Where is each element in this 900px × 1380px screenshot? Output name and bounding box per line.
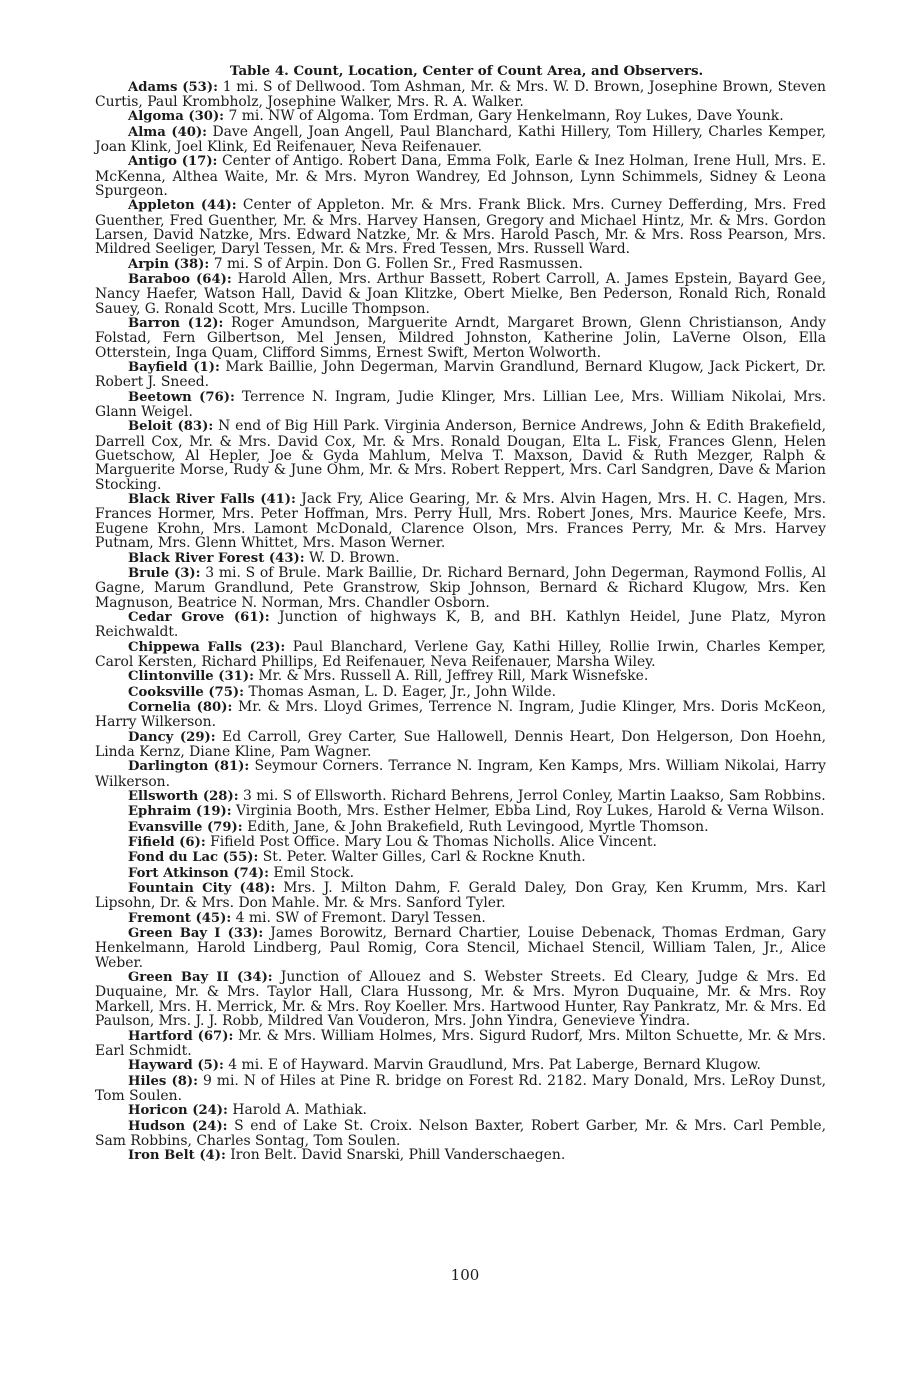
count-name: Beloit (83): [128, 419, 214, 435]
count-name: Appleton (44): [128, 198, 237, 214]
count-details: Harold Allen, Mrs. Arthur Bassett, Robert Carroll, A. James Epstein, Bayard Gee, Nancy Haefer, Watson Hall, David & Joan Klitzke, Obert Mielke, Ben Pederson, Ronald Rich, Ronald Sauey, G. Ronald Scott, Mrs. Lucille Thompson. [95, 270, 826, 317]
count-entry [95, 685, 826, 700]
count-name: Arpin (38): [128, 256, 210, 272]
count-name: Ephraim (19): [128, 804, 232, 820]
table-title: Table 4. Count, Location, Center of Count Area, and Observers. [229, 63, 704, 79]
count-details: Mr. & Mrs. Lloyd Grimes, Terrence N. Ingram, Judie Klinger, Mrs. Doris McKeon, Harry Wilkerson. [95, 698, 826, 731]
count-details: N end of Big Hill Park. Virginia Anderson, Bernice Andrews, John & Edith Brakefield, Darrell Cox, Mr. & Mrs. David Cox, Mr. & Mrs. Ronald Dougan, Elta L. Fisk, Frances Glenn, Helen Guetschow, Al Hepler, Joe & Gyda Mahlum, Melva T. Maxson, David & Ruth Mezger, Ralph & Marguerite Morse, Rudy & June Ohm, Mr. & Mrs. Robert Reppert, Mrs. Carl Sandgren, Dave & Marion Stocking. [95, 418, 826, 493]
count-details: 1 mi. S of Dellwood. Tom Ashman, Mr. & Mrs. W. D. Brown, Josephine Brown, Steven Curtis, Paul Krombholz, Josephine Walker, Mrs. R. A. Walker. [95, 78, 827, 110]
count-entry [95, 566, 826, 610]
count-name: Black River Forest (43): [128, 550, 305, 566]
count-name: Bayfield (1): [128, 360, 220, 376]
count-details: Virginia Booth, Mrs. Esther Helmer, Ebba Lind, Roy Lukes, Harold & Verna Wilson. [231, 803, 825, 820]
count-entry [95, 154, 826, 198]
count-details: Emil Stock. [269, 864, 355, 881]
count-details: Thomas Asman, L. D. Eager, Jr., John Wilde. [244, 683, 557, 700]
count-details: 7 mi. S of Arpin. Don G. Follen Sr., Fred Rasmussen. [209, 255, 583, 272]
count-entry [95, 640, 826, 670]
count-name: Fort Atkinson (74): [128, 865, 269, 881]
count-details: Paul Blanchard, Verlene Gay, Kathi Hilley, Rollie Irwin, Charles Kemper, Carol Kersten, Richard Phillips, Ed Reifenauer, Neva Reifenauer, Marsha Wiley. [95, 638, 826, 670]
count-name: Evansville (79): [128, 819, 243, 835]
count-details: S end of Lake St. Croix. Nelson Baxter, Robert Garber, Mr. & Mrs. Carl Pemble, Sam Robbins, Charles Sontag, Tom Soulen. [95, 1117, 826, 1149]
count-details: 3 mi. S of Brule. Mark Baillie, Dr. Richard Bernard, John Degerman, Raymond Follis, Al Gagne, Marum Grandlund, Pete Granstrow, Skip Johnson, Bernard & Richard Klugow, Mrs. Ken Magnuson, Beatrice N. Norman, Mrs. Chandler Osborn. [95, 564, 826, 611]
count-entry [95, 316, 826, 360]
count-entry [95, 820, 826, 835]
count-name: Hayward (5): [128, 1058, 224, 1074]
count-name: Horicon (24): [128, 1103, 228, 1119]
count-details: Center of Antigo. Robert Dana, Emma Folk, Earle & Inez Holman, Irene Hull, Mrs. E. McKenna, Althea Waite, Mr. & Mrs. Myron Wandrey, Ed Johnson, Lynn Schimmels, Sidney & Leona Spurgeon. [95, 153, 827, 199]
count-name: Beetown (76): [128, 389, 235, 405]
count-entry [95, 866, 826, 881]
count-details: Mr. & Mrs. William Holmes, Mrs. Sigurd Rudorf, Mrs. Milton Schuette, Mr. & Mrs. Earl Schmidt. [95, 1027, 826, 1059]
count-name: Darlington (81): [128, 759, 250, 775]
count-details: Mark Baillie, John Degerman, Marvin Grandlund, Bernard Klugow, Jack Pickert, Dr. Robert J. Sneed. [95, 359, 826, 391]
count-entries-list [95, 80, 826, 1164]
count-entry [95, 700, 826, 730]
page-number: 100 [450, 1266, 480, 1284]
count-name: Fifield (6): [128, 835, 206, 851]
count-name: Brule (3): [128, 565, 201, 581]
count-entry [95, 1148, 826, 1163]
count-entry [95, 390, 826, 420]
count-entry [95, 835, 826, 850]
count-entry [95, 1029, 826, 1059]
count-name: Fountain City (48): [128, 881, 276, 897]
count-entry [95, 970, 826, 1028]
count-details: Fifield Post Office. Mary Lou & Thomas Nicholls. Alice Vincent. [205, 834, 657, 851]
count-details: Edith, Jane, & John Brakefield, Ruth Levingood, Myrtle Thomson. [242, 818, 709, 835]
count-details: Seymour Corners. Terrance N. Ingram, Ken Kamps, Mrs. William Nikolai, Harry Wilkerson. [95, 758, 826, 790]
count-details: 9 mi. N of Hiles at Pine R. bridge on Forest Rd. 2182. Mary Donald, Mrs. LeRoy Dunst, Tom Soulen. [95, 1072, 826, 1104]
count-entry [95, 1074, 826, 1104]
count-details: Dave Angell, Joan Angell, Paul Blanchard, Kathi Hillery, Tom Hillery, Charles Kemper, Joan Klink, Joel Klink, Ed Reifenauer, Neva Reifenauer. [95, 123, 827, 155]
count-details: Iron Belt. David Snarski, Phill Vanderschaegen. [225, 1147, 566, 1164]
count-name: Adams (53): [128, 79, 218, 95]
count-entry [95, 551, 826, 566]
count-entry [95, 1103, 826, 1118]
count-entry [95, 610, 826, 640]
count-details: Jack Fry, Alice Gearing, Mr. & Mrs. Alvin Hagen, Mrs. H. C. Hagen, Mrs. Frances Hormer, Mrs. Peter Hoffman, Mrs. Perry Hull, Mrs. Robert Jones, Mrs. Maurice Keefe, Mrs. Eugene Krohn, Mrs. Lamont McDonald, Clarence Olson, Mrs. Frances Perry, Mr. & Mrs. Harvey Putnam, Mrs. Glenn Whittet, Mrs. Mason Werner. [95, 491, 826, 552]
count-name: Cedar Grove (61): [128, 609, 270, 625]
count-entry [95, 80, 826, 110]
count-entry [95, 911, 826, 926]
count-name: Baraboo (64): [128, 271, 232, 287]
count-name: Antigo (17): [128, 154, 218, 170]
count-entry [95, 804, 826, 819]
count-details: 4 mi. SW of Fremont. Daryl Tessen. [231, 909, 486, 926]
count-name: Cornelia (80): [128, 699, 233, 715]
count-entry [95, 492, 826, 550]
count-entry [95, 360, 826, 390]
count-entry [95, 272, 826, 316]
count-details: St. Peter. Walter Gilles, Carl & Rockne Knuth. [258, 849, 586, 866]
count-details: 7 mi. NW of Algoma. Tom Erdman, Gary Henkelmann, Roy Lukes, Dave Younk. [224, 108, 784, 125]
count-name: Barron (12): [128, 316, 224, 331]
count-entry [95, 1058, 826, 1073]
count-entry [95, 419, 826, 492]
count-name: Green Bay II (34): [128, 970, 273, 986]
count-details: 4 mi. E of Hayward. Marvin Graudlund, Mrs. Pat Laberge, Bernard Klugow. [223, 1057, 761, 1074]
count-entry [95, 730, 826, 760]
count-details: 3 mi. S of Ellsworth. Richard Behrens, Jerrol Conley, Martin Laakso, Sam Robbins. [238, 788, 826, 804]
count-entry [95, 257, 826, 272]
count-entry [95, 881, 826, 911]
count-name: Alma (40): [128, 124, 208, 140]
count-name: Fremont (45): [128, 910, 232, 926]
count-entry [95, 850, 826, 865]
count-details: Roger Amundson, Marguerite Arndt, Margaret Brown, Glenn Christianson, Andy Folstad, Fern Gilbertson, Mel Jensen, Mildred Johnston, Katherine Jolin, LaVerne Olson, Ella Otterstein, Inga Quam, Clifford Simms, Ernest Swift, Merton Wolworth. [95, 315, 827, 361]
count-name: Chippewa Falls (23): [128, 639, 286, 655]
count-details: Junction of Allouez and S. Webster Streets. Ed Cleary, Judge & Mrs. Ed Duquaine, Mr. & Mrs. Taylor Hall, Clara Hussong, Mr. & Mrs. Myron Duquaine, Mr. & Mrs. Roy Markell, Mrs. H. Merrick, Mr. & Mrs. Roy Koeller. Mrs. Hartwood Hunter, Ray Pankratz, Mr. & Mrs. Ed Paulson, Mrs. J. J. Robb, Mildred Van Vouderon, Mrs. John Yindra, Genevieve Yindra. [95, 969, 826, 1030]
count-details: Mr. & Mrs. Russell A. Rill, Jeffrey Rill, Mark Wisnefske. [253, 668, 649, 685]
count-name: Ellsworth (28): [128, 789, 239, 804]
count-entry [95, 125, 826, 155]
count-name: Dancy (29): [128, 729, 216, 745]
count-entry [95, 1119, 826, 1149]
count-name: Black River Falls (41): [128, 492, 296, 508]
count-details: Center of Appleton. Mr. & Mrs. Frank Blick. Mrs. Curney Defferding, Mrs. Fred Guenther, Fred Guenther, Mr. & Mrs. Harvey Hansen, Gregory and Michael Hintz, Mr. & Mrs. Gordon Larsen, David Natzke, Mrs. Edward Natzke, Mr. & Mrs. Harold Pasch, Mr. & Mrs. Ross Pearson, Mrs. Mildred Seeliger, Daryl Tessen, Mr. & Mrs. Fred Tessen, Mrs. Russell Ward. [95, 197, 826, 258]
count-name: Algoma (30): [128, 109, 225, 125]
count-entry [95, 669, 826, 684]
count-details: W. D. Brown. [304, 549, 400, 566]
count-name: Cooksville (75): [128, 684, 245, 700]
count-entry [95, 109, 826, 124]
count-entry [95, 198, 826, 256]
count-details: Harold A. Mathiak. [227, 1102, 367, 1119]
count-details: Ed Carroll, Grey Carter, Sue Hallowell, Dennis Heart, Don Helgerson, Don Hoehn, Linda Kernz, Diane Kline, Pam Wagner. [95, 728, 826, 760]
count-name: Iron Belt (4): [128, 1148, 226, 1164]
count-name: Clintonville (31): [128, 669, 254, 685]
count-name: Fond du Lac (55): [128, 850, 259, 866]
count-name: Hartford (67): [128, 1028, 234, 1044]
count-details: James Borowitz, Bernard Chartier, Louise Debenack, Thomas Erdman, Gary Henkelmann, Harold Lindberg, Paul Romig, Cora Stencil, Michael Stencil, William Talen, Jr., Alice Weber. [95, 925, 826, 971]
count-details: Mrs. J. Milton Dahm, F. Gerald Daley, Don Gray, Ken Krumm, Mrs. Karl Lipsohn, Dr. & Mrs. Don Mahle. Mr. & Mrs. Sanford Tyler. [95, 880, 826, 912]
count-name: Green Bay I (33): [128, 926, 264, 942]
count-name: Hiles (8): [128, 1073, 198, 1089]
count-entry [95, 789, 826, 804]
count-name: Hudson (24): [128, 1118, 228, 1134]
count-entry [95, 759, 826, 789]
count-entry [95, 926, 826, 970]
count-details: Terrence N. Ingram, Judie Klinger, Mrs. Lillian Lee, Mrs. William Nikolai, Mrs. Glann Weigel. [95, 388, 826, 421]
count-details: Junction of highways K, B, and BH. Kathlyn Heidel, June Platz, Myron Reichwaldt. [95, 608, 826, 641]
